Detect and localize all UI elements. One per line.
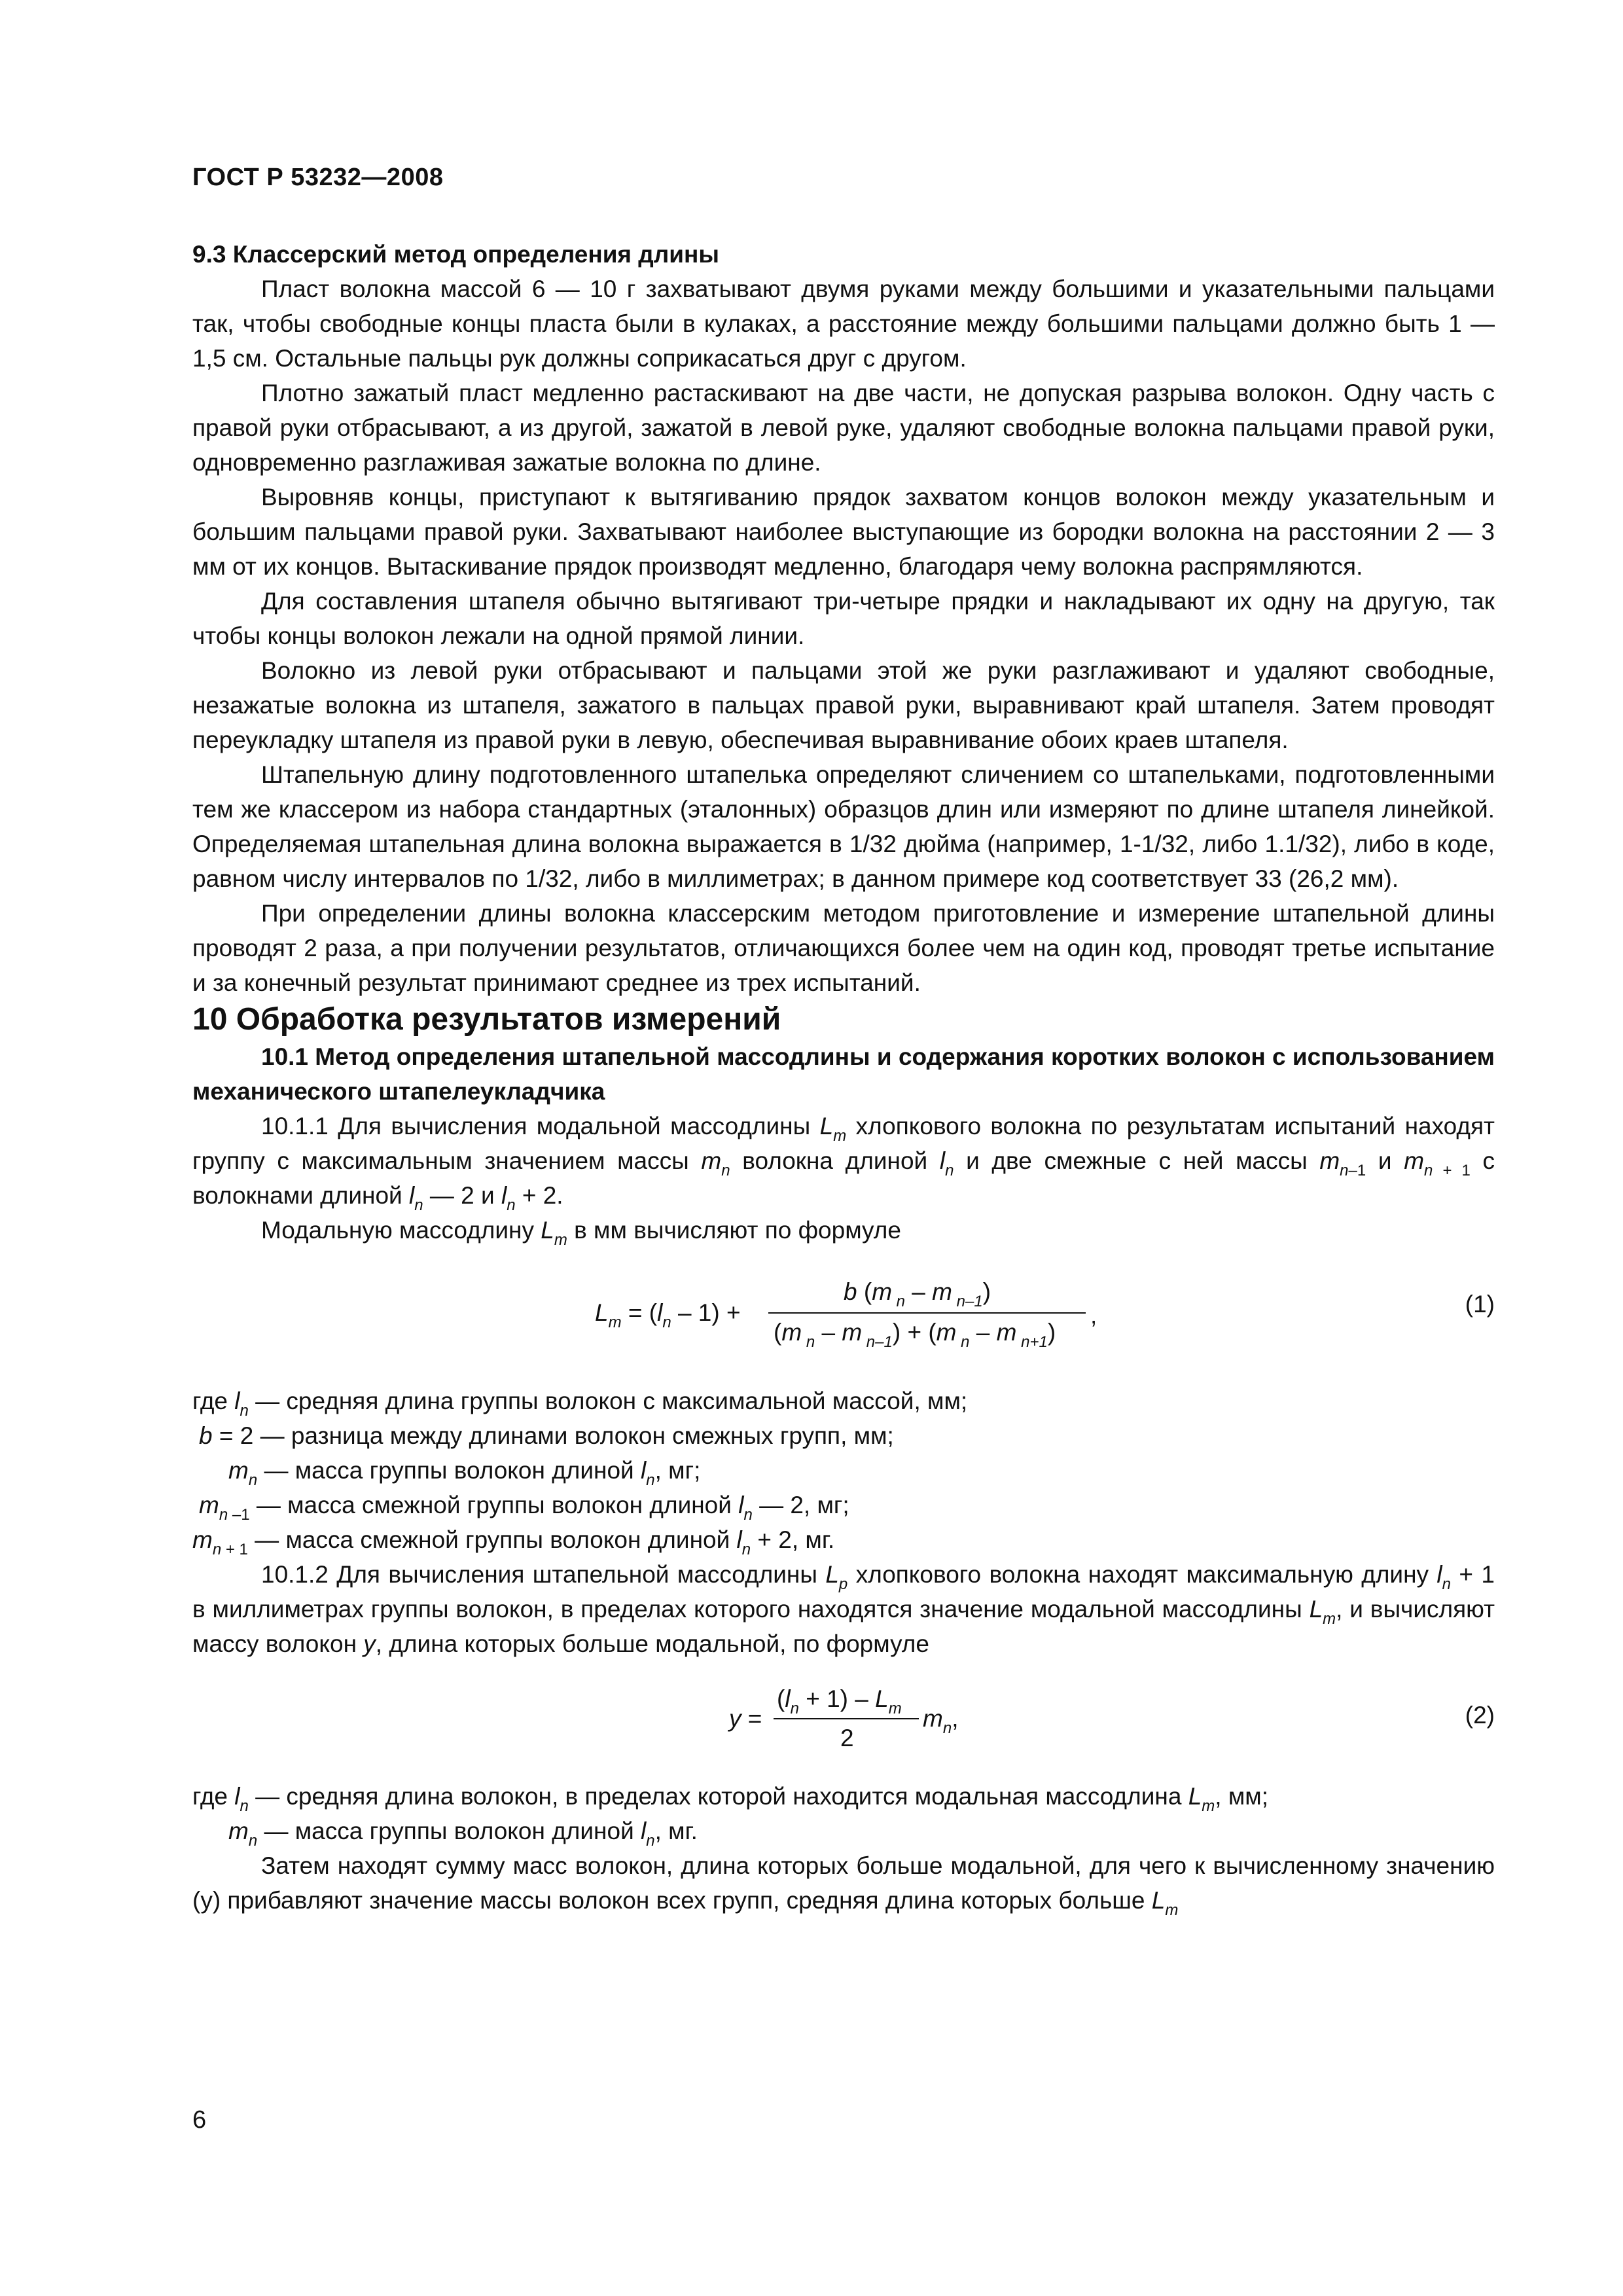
paragraph: При определении длины волокна классерским методом приготовление и измерение штапельной длины проводят 2 раза, а при получении результатов, отличающихся более чем на один код, проводят третье испытание и за конечный результат принимают среднее из трех испытаний.	[192, 900, 1495, 996]
legend-item: где $l_n$ — средняя длина группы волокон с максимальной массой, мм;	[192, 1388, 968, 1420]
legend-item: $m_{n + 1}$ — масса смежной группы волокон длиной $l_n + 2$, мг.	[192, 1526, 835, 1558]
page-content	[192, 237, 1495, 1918]
formula-1-number: (1)	[1465, 1291, 1495, 1318]
legend-item: где $l_n$ — средняя длина волокон, в пределах которой находится модальная массодлина $L_m$, мм;	[192, 1783, 1268, 1815]
svg-text:2: 2	[840, 1725, 854, 1751]
formula-1	[192, 1261, 1495, 1371]
svg-text:,: ,	[1090, 1302, 1097, 1329]
paragraph: Плотно зажатый пласт медленно растаскивают на две части, не допуская разрыва волокон. Одну часть с правой руки отбрасывают, а из другой, зажатой в левой руке, удаляют свободные волокна пальцами правой руки, одновременно разглаживая зажатые волокна по длине.	[192, 380, 1495, 476]
paragraph: Для составления штапеля обычно вытягивают три-четыре прядки и накладывают их одну на другую, так чтобы концы волокон лежали на одной прямой линии.	[192, 588, 1495, 649]
legend-item: $m_{n -1}$ — масса смежной группы волокон длиной $l_n$ — 2, мг;	[199, 1492, 849, 1524]
paragraph: Выровняв концы, приступают к вытягиванию прядок захватом концов волокон между указательным и большим пальцами правой руки. Захватывают наиболее выступающие из бородки волокна на расстоянии 2 — 3 мм от их концов. Вытаскивание прядок производят медленно, благодаря чему волокна распрямляются.	[192, 484, 1495, 580]
legend-item: $m_n$ — масса группы волокон длиной $l_n$, мг;	[228, 1457, 701, 1489]
formula-2-legend	[192, 1779, 1495, 1848]
svg-text:mn,: $m_n$,	[923, 1705, 959, 1737]
svg-text:Lm = (ln – 1) +: $L_m = (l_n - 1)$ +	[595, 1299, 741, 1331]
svg-text:(ln + 1) – Lm: $(l_n + 1) - L_m$	[777, 1685, 902, 1717]
svg-text:(m n – m n–1) + (m n – m n+1): (m $_n$ – m $_{n-1}$) + (m $_n$ – m $_{n+1}$)	[774, 1319, 1056, 1351]
legend-item: b = 2 — разница между длинами волокон смежных групп, мм;	[199, 1422, 894, 1449]
formula-2	[192, 1674, 1495, 1766]
paragraph-formula-intro: Модальную массодлину $L_m$ в мм вычисляют по формуле	[261, 1217, 901, 1249]
paragraph: Штапельную длину подготовленного штапелька определяют сличением со штапельками, подготовленными тем же классером из набора стандартных (эталонных) образцов длин или измеряют по длине штапеля линейкой. Определяемая штапельная длина волокна выражается в 1/32 дюйма (например, 1-1/32, либо 1.1/32), либо в коде, равном числу интервалов по 1/32, либо в миллиметрах; в данном примере код соответствует 33 (26,2 мм).	[192, 761, 1495, 892]
paragraph: Волокно из левой руки отбрасывают и пальцами этой же руки разглаживают и удаляют свободные, незажатые волокна из штапеля, зажатого в пальцах правой руки, выравнивают край штапеля. Затем проводят переукладку штапеля из правой руки в левую, обеспечивая выравнивание обоих краев штапеля.	[192, 657, 1495, 753]
paragraph-10-1-2: 10.1.2 Для вычисления штапельной массодлины $L_p$ хлопкового волокна находят максимальную длину $l_n + 1$ в миллиметрах группы волокон, в пределах которого находятся значение модальной массодлины $L_m$, и вычисляют массу волокон y, длина которых больше модальной, по формуле	[192, 1561, 1495, 1657]
formula-1-graphic	[192, 1261, 1495, 1371]
standard-header: ГОСТ Р 53232—2008	[192, 164, 444, 191]
paragraph-final: Затем находят сумму масс волокон, длина которых больше модальной, для чего к вычисленному значению (y) прибавляют значение массы волокон всех групп, средняя длина которых больше $L_m$	[192, 1852, 1495, 1919]
section-10-heading: 10 Обработка результатов измерений	[192, 1002, 781, 1037]
svg-text:b (m n – m n–1): b (m $_n$ – m $_{n-1}$)	[844, 1278, 991, 1310]
formula-1-legend	[192, 1384, 1495, 1557]
legend-item: $m_n$ — масса группы волокон длиной $l_n$, мг.	[228, 1818, 698, 1850]
svg-text:y =: y =	[729, 1705, 762, 1732]
page-number: 6	[192, 2106, 207, 2134]
paragraph: Пласт волокна массой 6 — 10 г захватывают двумя руками между большими и указательными пальцами так, чтобы свободные концы пласта были в кулаках, а расстояние между большими пальцами должно быть 1 — 1,5 см. Остальные пальцы рук должны соприкасаться друг с другом.	[192, 276, 1495, 372]
paragraph-10-1-1: 10.1.1 Для вычисления модальной массодлины $L_m$ хлопкового волокна по результатам испытаний находят группу с максимальным значением массы $m_n$ волокна длиной $l_n$ и две смежные с ней массы $m_{n-1}$ и $m_{n + 1}$ с волокнами длиной $l_n$ — 2 и $l_n + 2$.	[192, 1113, 1495, 1214]
section-9-3-heading: 9.3 Классерский метод определения длины	[192, 241, 719, 268]
formula-2-number: (2)	[1465, 1702, 1495, 1729]
formula-2-graphic	[192, 1674, 1495, 1766]
section-10-1-heading: 10.1 Метод определения штапельной массодлины и содержания коротких волокон с использованием механического штапелеукладчика	[192, 1043, 1495, 1105]
